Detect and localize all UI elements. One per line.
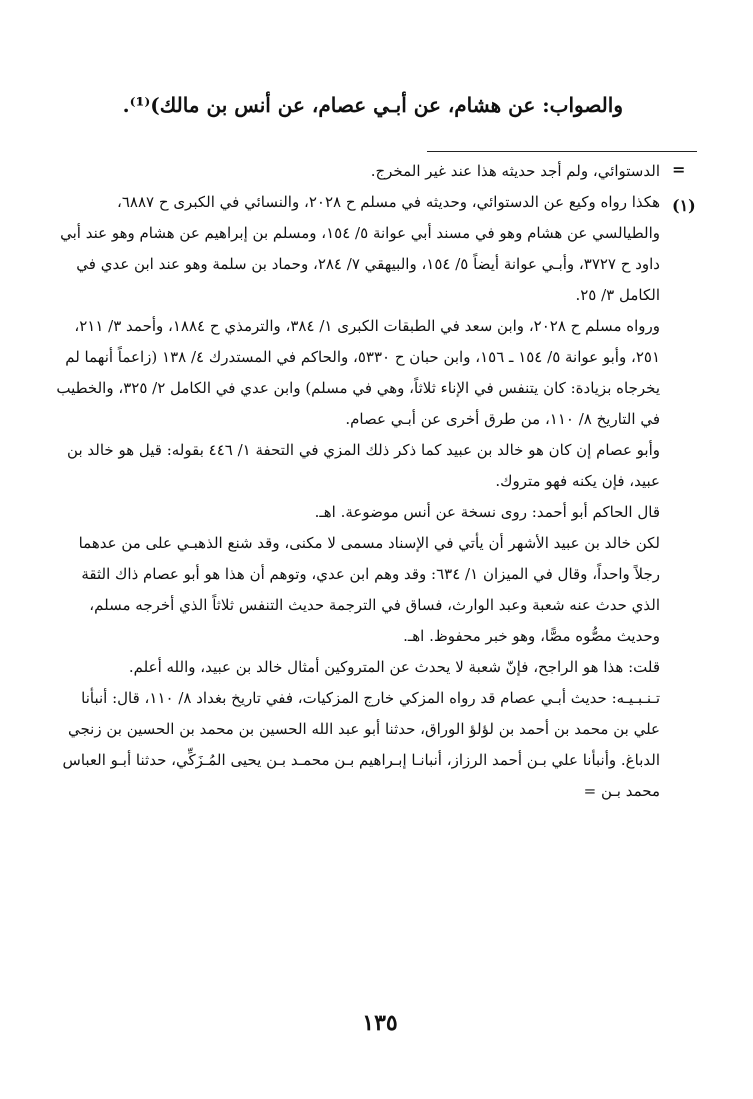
footnote-separator (427, 151, 697, 152)
footnote-paragraph: وأبو عصام إن كان هو خالد بن عبيد كما ذكر ذلك المزي في التحفة ١/ ٤٤٦ بقوله: قيل هو خالد بن عبيد، فإن يكنه فهو متروك. (67, 441, 660, 490)
footnote-continuation: الدستوائي، ولم أجد حديثه هذا عند غير المخرج. (370, 162, 660, 180)
footnote-paragraph: هكذا رواه وكيع عن الدستوائي، وحديثه في مسلم ح ٢٠٢٨، والنسائي في الكبرى ح ٦٨٨٧، والطيالسي عن هشام وهو في مسند أبي عوانة ٥/ ١٥٤، ومسلم بن إبراهيم عن هشام وهو عند أبي داود ح ٣٧٢٧، وأبـي عوانة أيضاً ٥/ ١٥٤، والبيهقي ٧/ ٢٨٤، وحماد بن سلمة وهو عند ابن عدي في الكامل ٣/ ٢٥. (60, 193, 660, 304)
page-number: ١٣٥ (362, 1010, 398, 1036)
footnote-paragraph: تـنـبـيـه: حديث أبـي عصام قد رواه المزكي خارج المزكيات، ففي تاريخ بغداد ٨/ ١١٠، قال: أنبأنا علي بن محمد بن أحمد بن لؤلؤ الوراق، حدثنا أبو عبد الله الحسين بن محمد بن الحسين بن زنجي الدباغ. وأنبأنا علي بـن أحمد الرزاز، أنبانـا إبـراهيم بـن محمـد بـن يحيى المُـزَكِّي، حدثنا أبـو العباس محمد بـن = (62, 689, 660, 800)
footnote-number: (١) (672, 196, 696, 215)
footnote-paragraph: لكن خالد بن عبيد الأشهر أن يأتي في الإسناد مسمى لا مكنى، وقد شنع الذهبـي على من عدهما رجلاً واحداً، وقال في الميزان ١/ ٦٣٤: وقد وهم ابن عدي، وتوهم أن هذا هو أبو عصام ذاك الثقة الذي حدث عنه شعبة وعبد الوارث، فساق في الترجمة حديث التنفس ثلاثاً الذي أخرجه مسلم، وحديث مصُّوه مصًّا، وهو خبر محفوظ. اهـ. (78, 534, 660, 645)
footnote-paragraph: ورواه مسلم ح ٢٠٢٨، وابن سعد في الطبقات الكبرى ١/ ٣٨٤، والترمذي ح ١٨٨٤، وأحمد ٣/ ٢١١، ٢٥١، وأبو عوانة ٥/ ١٥٤ ـ ١٥٦، وابن حبان ح ٥٣٣٠، والحاكم في المستدرك ٤/ ١٣٨ (زاعماً أنهما لم يخرجاه بزيادة: كان يتنفس في الإناء ثلاثاً، وهي في مسلم) وابن عدي في الكامل ٢/ ٣٢٥، والخطيب في التاريخ ٨/ ١١٠، من طرق أخرى عن أبـي عصام. (56, 317, 660, 428)
main-text-line: والصواب: عن هشام، عن أبـي عصام، عن أنس بن مالك)⁽¹⁾. (122, 93, 623, 117)
footnote-paragraph: قلت: هذا هو الراجح، فإنّ شعبة لا يحدث عن المتروكين أمثال خالد بن عبيد، والله أعلم. (128, 658, 660, 676)
footnote-paragraph: قال الحاكم أبو أحمد: روى نسخة عن أنس موضوعة. اهـ. (314, 503, 660, 521)
continuation-mark: = (672, 160, 686, 179)
footnotes (50, 156, 660, 807)
